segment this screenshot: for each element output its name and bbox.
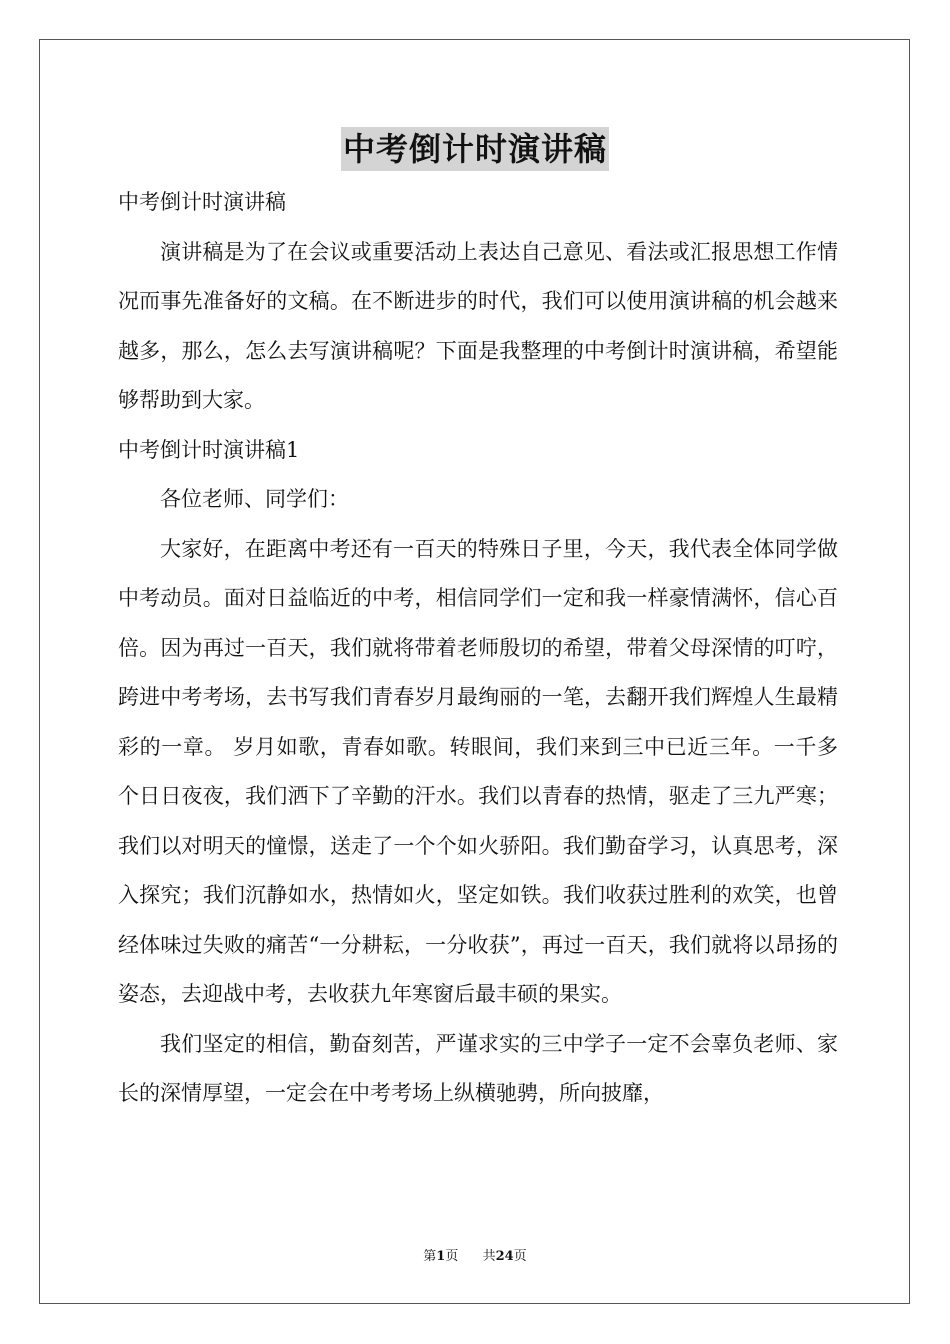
title-container (0, 127, 950, 171)
paragraph: 中考倒计时演讲稿 (118, 190, 286, 214)
total-pages-label (483, 1248, 527, 1266)
total-suffix: 页 (513, 1249, 527, 1264)
page-number-label (423, 1248, 458, 1266)
paragraph: 演讲稿是为了在会议或重要活动上表达自己意见、看法或汇报思想工作情况而事先准备好的文稿。在不断进步的时代，我们可以使用演讲稿的机会越来越多，那么，怎么去写演讲稿呢？下面是我整理的中考倒计时演讲稿，希望能够帮助到大家。 (118, 239, 838, 412)
current-page-number: 1 (436, 1249, 446, 1264)
total-prefix: 共 (482, 1249, 496, 1264)
document-title: 中考倒计时演讲稿 (341, 127, 609, 171)
paragraph: 我们坚定的相信，勤奋刻苦，严谨求实的三中学子一定不会辜负老师、家长的深情厚望，一定会在中考考场上纵横驰骋，所向披靡， (118, 1031, 838, 1105)
paragraph: 中考倒计时演讲稿1 (118, 437, 300, 462)
paragraph: 大家好，在距离中考还有一百天的特殊日子里，今天，我代表全体同学做中考动员。面对日益临近的中考，相信同学们一定和我一样豪情满怀，信心百倍。因为再过一百天，我们就将带着老师殷切的希望，带着父母深情的叮咛，跨进中考考场，去书写我们青春岁月最绚丽的一笔，去翻开我们辉煌人生最精彩的一章。 岁月如歌，青春如歌。转眼间，我们来到三中已近三年。一千多个日日夜夜，我们洒下了辛勤的汗水。我们以青春的热情，驱走了三九严寒；我们以对明天的憧憬，送走了一个个如火骄阳。我们勤奋学习，认真思考，深入探究；我们沉静如水，热情如火，坚定如铁。我们收获过胜利的欢笑，也曾经体味过失败的痛苦“一分耕耘，一分收获”，再过一百天，我们就将以昂扬的姿态，去迎战中考，去收获九年寒窗后最丰硕的果实。 (118, 536, 838, 1006)
page-prefix: 第 (423, 1249, 437, 1264)
paragraph: 各位老师、同学们： (160, 487, 349, 511)
document-body (118, 178, 838, 1119)
page-footer (0, 1248, 950, 1266)
page-suffix: 页 (445, 1249, 459, 1264)
total-page-count: 24 (495, 1249, 514, 1264)
